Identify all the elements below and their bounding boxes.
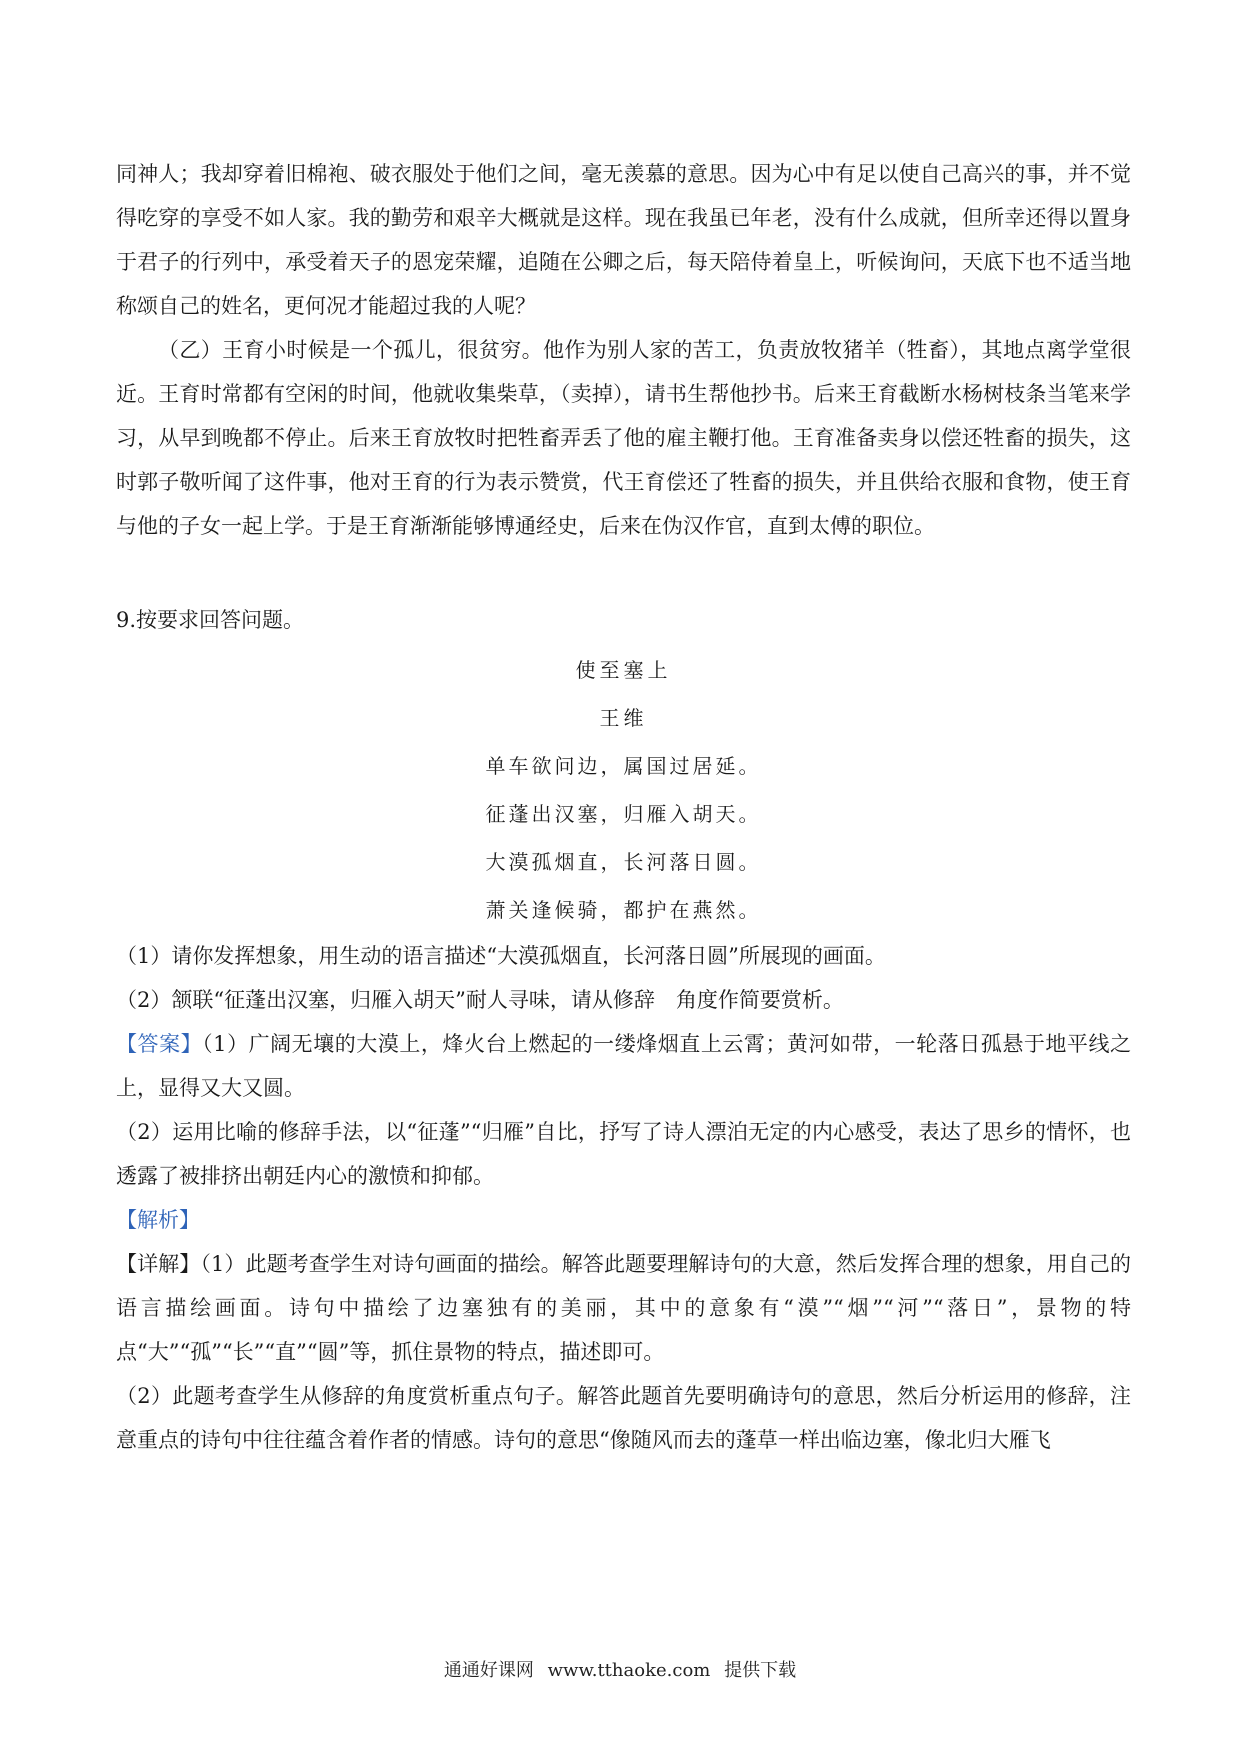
spacer — [116, 548, 1131, 598]
answer-part-1 — [116, 1022, 1131, 1110]
poem-author: 王维 — [599, 706, 648, 730]
detail-part-1 — [116, 1242, 1131, 1374]
footer-suffix: 提供下载 — [724, 1660, 797, 1681]
poem-line: 征蓬出汉塞，归雁入胡天。 — [485, 802, 762, 826]
analysis-tag: 【解析】 — [116, 1208, 200, 1232]
analysis-heading — [116, 1198, 1131, 1242]
answer-part-1-text: （1）广阔无壤的大漠上，烽火台上燃起的一缕烽烟直上云霄；黄河如带，一轮落日孤悬于地平线之上，显得又大又圆。 — [116, 1032, 1131, 1100]
sub-question-1: （1）请你发挥想象，用生动的语言描述“大漠孤烟直，长河落日圆”所展现的画面。 — [116, 944, 886, 968]
sub-question-2: （2）颔联“征蓬出汉塞，归雁入胡天”耐人寻味，请从修辞 角度作简要赏析。 — [116, 988, 844, 1012]
poem-line: 大漠孤烟直，长河落日圆。 — [485, 850, 762, 874]
question-heading: 9.按要求回答问题。 — [116, 608, 305, 632]
poem-block — [116, 646, 1131, 934]
footer-site-name: 通通好课网 — [443, 1660, 534, 1681]
translation-jia-paragraph: 同神人；我却穿着旧棉袍、破衣服处于他们之间，毫无羡慕的意思。因为心中有足以使自己高兴的事，并不觉得吃穿的享受不如人家。我的勤劳和艰辛大概就是这样。现在我虽已年老，没有什么成就，但所幸还得以置身于君子的行列中，承受着天子的恩宠荣耀，追随在公卿之后，每天陪侍着皇上，听候询问，天底下也不适当地称颂自己的姓名，更何况才能超过我的人呢？ — [116, 162, 1131, 318]
detail-part-1-text: （1）此题考查学生对诗句画面的描绘。解答此题要理解诗句的大意，然后发挥合理的想象，用自己的语言描绘画面。诗句中描绘了边塞独有的美丽，其中的意象有“漠”“烟”“河”“落日”，景物的特点“大”“孤”“长”“直”“圆”等，抓住景物的特点，描述即可。 — [116, 1252, 1132, 1364]
footer-url: www.tthaoke.com — [547, 1660, 711, 1681]
page-footer — [0, 1656, 1240, 1682]
detail-part-2: （2）此题考查学生从修辞的角度赏析重点句子。解答此题首先要明确诗句的意思，然后分析运用的修辞，注意重点的诗句中往往蕴含着作者的情感。诗句的意思“像随风而去的蓬草一样出临边塞，像北归大雁飞 — [116, 1384, 1131, 1452]
detail-tag: 【详解】 — [116, 1252, 201, 1276]
answer-part-2: （2）运用比喻的修辞手法，以“征蓬”“归雁”自比，抒写了诗人漂泊无定的内心感受，表达了思乡的情怀，也透露了被排挤出朝廷内心的激愤和抑郁。 — [116, 1120, 1131, 1188]
poem-line: 萧关逢候骑，都护在燕然。 — [485, 898, 762, 922]
poem-title: 使至塞上 — [575, 658, 672, 682]
document-content — [116, 152, 1131, 1462]
answer-tag: 【答案】 — [116, 1032, 203, 1056]
translation-yi-paragraph: （乙）王育小时候是一个孤儿，很贫穷。他作为别人家的苦工，负责放牧猪羊（牲畜），其地点离学堂很近。王育时常都有空闲的时间，他就收集柴草，（卖掉），请书生帮他抄书。后来王育截断水杨树枝条当笔来学习，从早到晚都不停止。后来王育放牧时把牲畜弄丢了他的雇主鞭打他。王育准备卖身以偿还牲畜的损失，这时郭子敬听闻了这件事，他对王育的行为表示赞赏，代王育偿还了牲畜的损失，并且供给衣服和食物，使王育与他的子女一起上学。于是王育渐渐能够博通经史，后来在伪汉作官，直到太傅的职位。 — [116, 338, 1131, 538]
poem-line: 单车欲问边，属国过居延。 — [485, 754, 762, 778]
